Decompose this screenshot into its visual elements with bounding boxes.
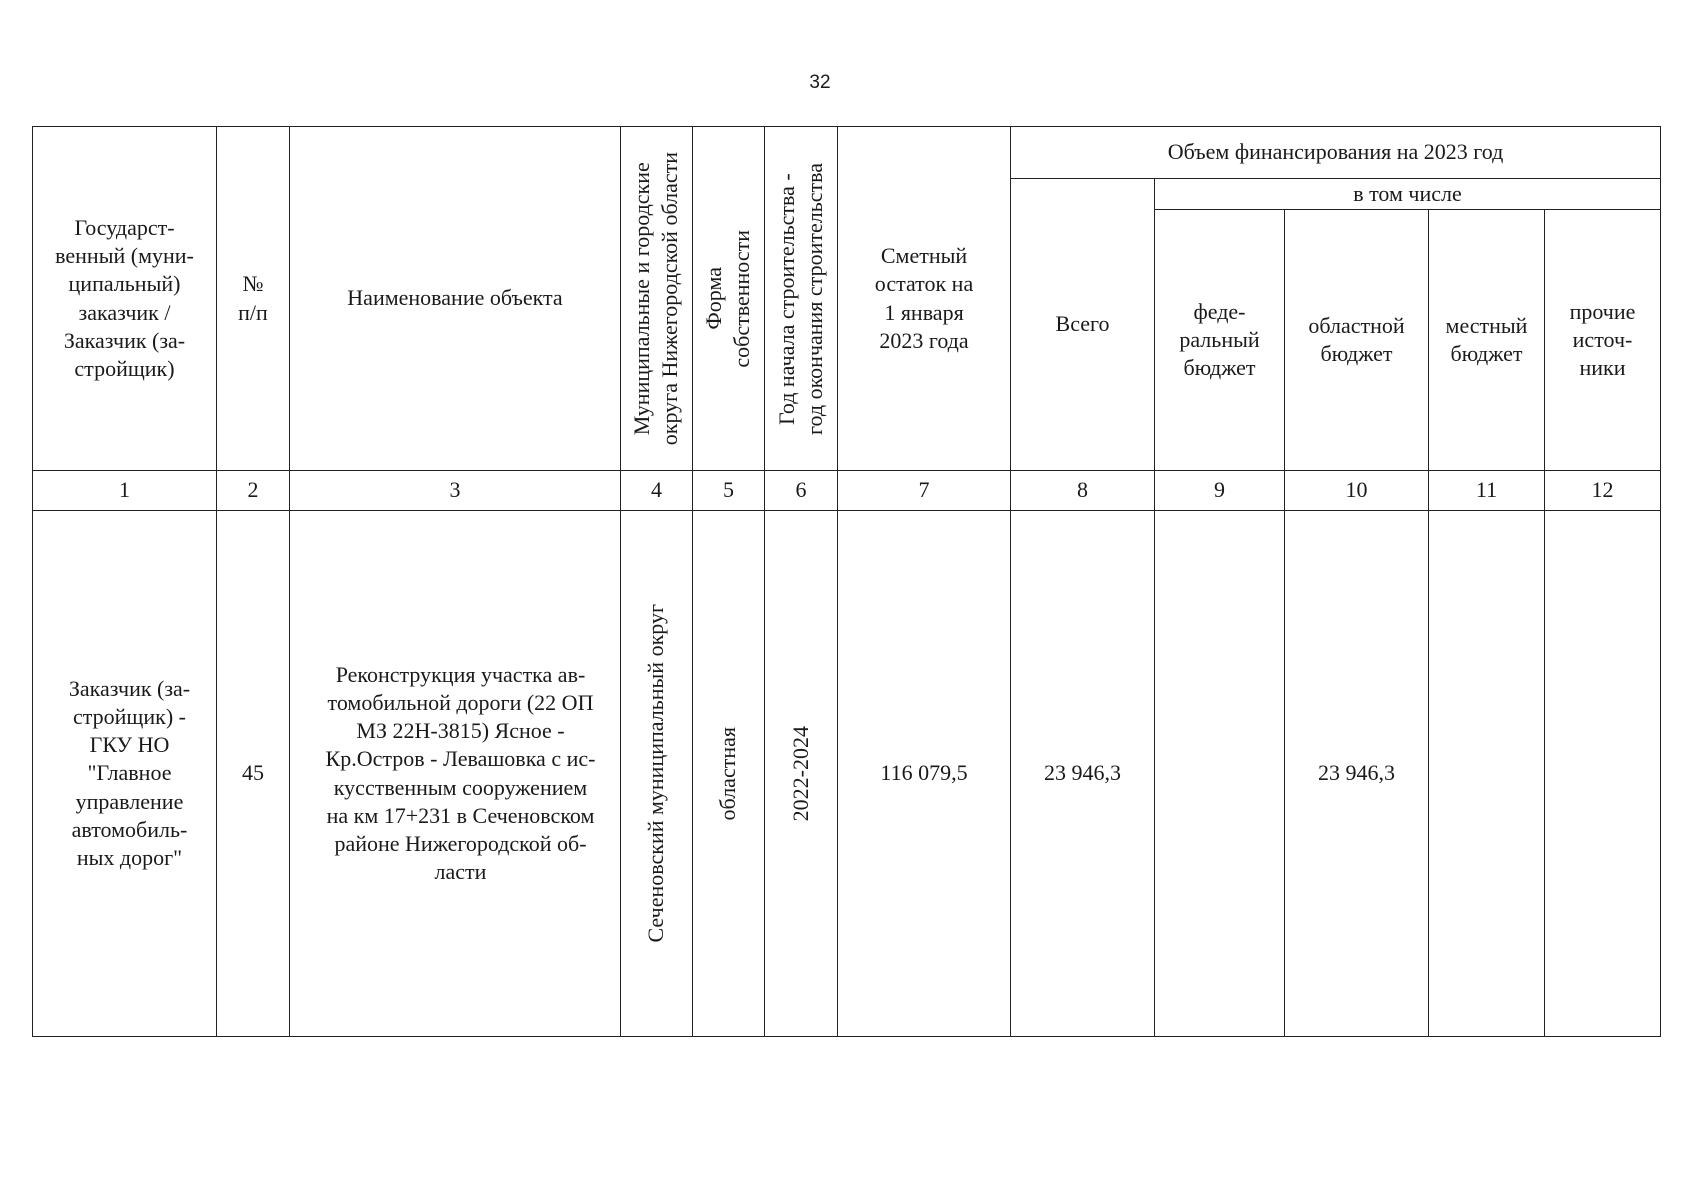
header-years: Год начала строительства - год окончания строительства [773,162,827,435]
column-number: 1 [33,471,217,511]
page-number: 32 [809,72,831,93]
header-district: Муниципальные и городские округа Нижегородской области [629,151,683,446]
header-ownership-cell [693,127,765,471]
column-number: 9 [1155,471,1285,511]
column-number: 12 [1545,471,1661,511]
column-number: 5 [693,471,765,511]
column-number: 6 [765,471,838,511]
row-ownership: областная [715,726,741,821]
header-customer: Государст- венный (муни- ципальный) заказчик / Заказчик (за- стройщик) [33,127,217,471]
table-row [33,511,1661,1037]
row-other [1545,511,1661,1037]
row-total: 23 946,3 [1011,511,1155,1037]
header-financing-group: Объем финансирования на 2023 год [1011,127,1661,179]
header-years-cell [765,127,838,471]
row-ownership-cell [693,511,765,1037]
row-object-name: Реконструкция участка ав- томобильной дороги (22 ОП МЗ 22Н-3815) Ясное - Кр.Остров - Левашовка с ис- кусственным сооружением на км 17+231 в Сеченовском районе Нижегородской об- ласти [290,511,621,1037]
header-other: прочие источ- ники [1545,210,1661,471]
row-local [1429,511,1545,1037]
row-years-cell [765,511,838,1037]
header-object-name: Наименование объекта [290,127,621,471]
header-district-cell [621,127,693,471]
column-number: 7 [838,471,1011,511]
column-number: 10 [1285,471,1429,511]
header-ownership: Форма собственности [701,229,755,368]
row-number: 45 [217,511,290,1037]
column-number: 3 [290,471,621,511]
header-including: в том числе [1155,179,1661,210]
row-years: 2022-2024 [787,725,813,822]
column-number: 8 [1011,471,1155,511]
header-regional: областной бюджет [1285,210,1429,471]
header-local: местный бюджет [1429,210,1545,471]
row-district: Сеченовский муниципальный округ [643,604,669,943]
header-federal: феде- ральный бюджет [1155,210,1285,471]
header-total: Всего [1011,179,1155,471]
header-number: № п/п [217,127,290,471]
row-federal [1155,511,1285,1037]
row-customer: Заказчик (за- стройщик) - ГКУ НО "Главное управление автомобиль- ных дорог" [33,511,217,1037]
row-remaining-cost: 116 079,5 [838,511,1011,1037]
header-remaining-cost: Сметный остаток на 1 января 2023 года [838,127,1011,471]
column-number: 2 [217,471,290,511]
row-district-cell [621,511,693,1037]
column-number: 4 [621,471,693,511]
financing-table [32,126,1661,1037]
column-number: 11 [1429,471,1545,511]
row-regional: 23 946,3 [1285,511,1429,1037]
